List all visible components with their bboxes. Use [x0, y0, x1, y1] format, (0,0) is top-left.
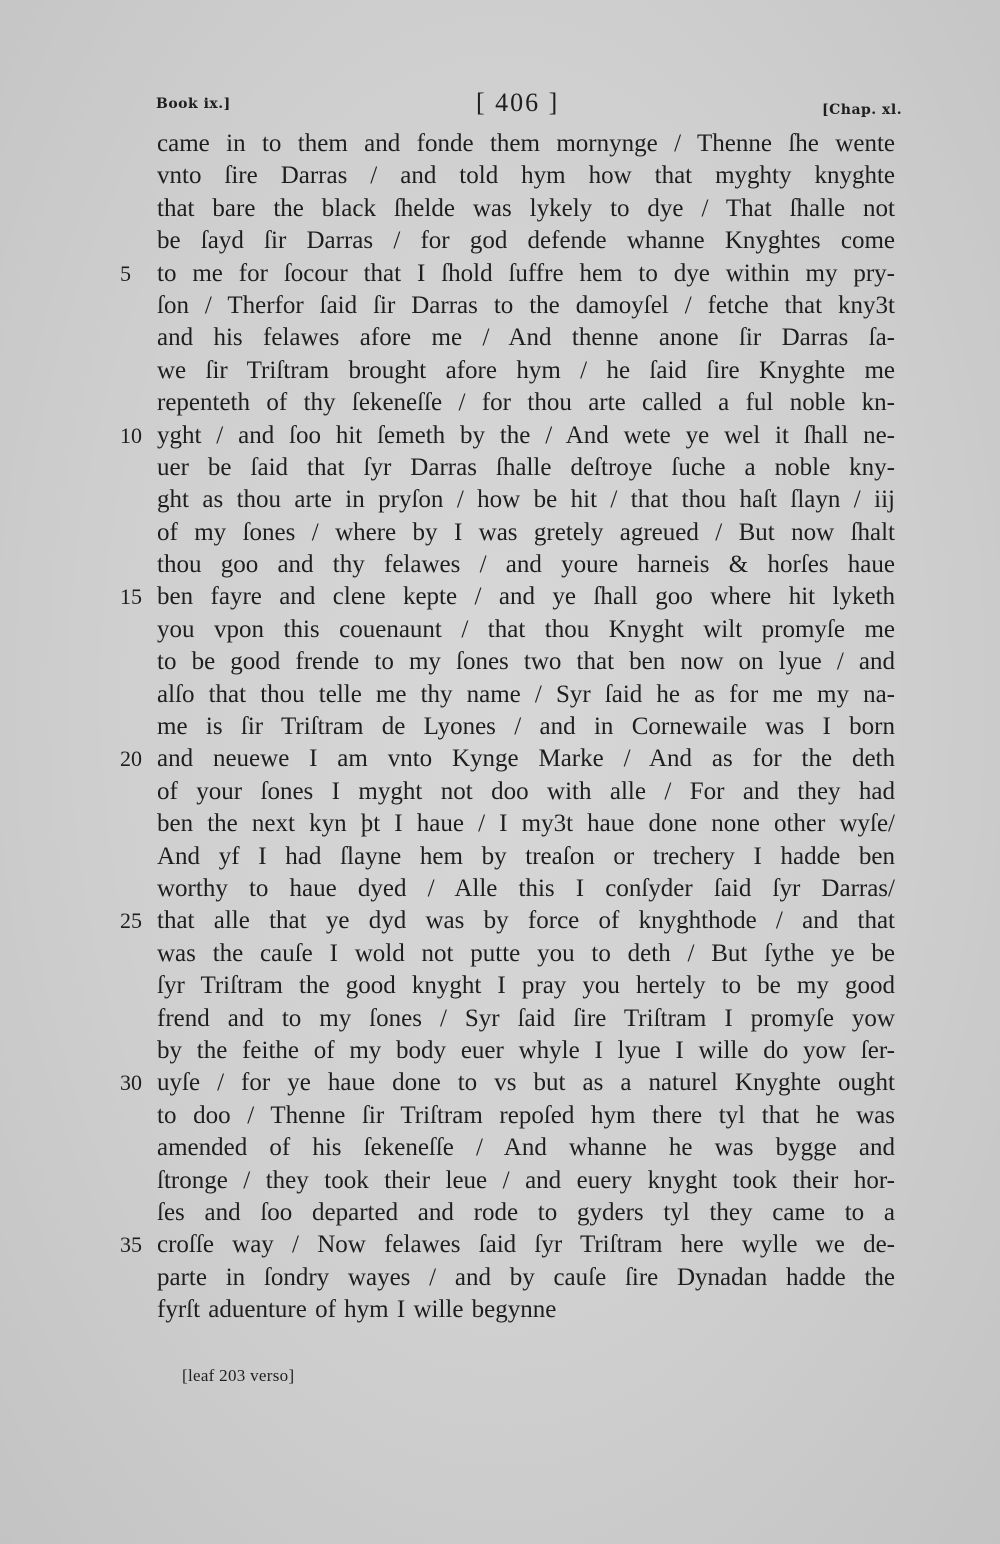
text-line [0, 841, 1000, 873]
text-line [0, 776, 1000, 808]
running-head-book: Book ix.] [156, 96, 231, 112]
line-text: that alle that ye dyd was by force of knyghthode / and that [157, 907, 895, 935]
text-line [0, 420, 1000, 452]
text-line [0, 614, 1000, 646]
line-text: of my ſones / where by I was gretely agreued / But now ſhalt [157, 518, 895, 546]
line-text: to be good frende to my ſones two that ben now on lyue / and [157, 648, 895, 676]
text-line [0, 484, 1000, 516]
text-line [0, 1067, 1000, 1099]
text-line [0, 679, 1000, 711]
line-number: 35 [120, 1232, 142, 1258]
line-text: croſſe way / Now felawes ſaid ſyr Triſtram here wylle we de- [157, 1231, 895, 1259]
line-text: and his felawes afore me / And thenne anone ſir Darras ſa- [157, 324, 895, 352]
line-text: ben the next kyn þt I haue / I my3t haue done none other wyſe/ [157, 810, 895, 838]
text-line [0, 160, 1000, 192]
line-text: yght / and ſoo hit ſemeth by the / And wete ye wel it ſhall ne- [157, 421, 895, 449]
line-text: alſo that thou telle me thy name / Syr ſaid he as for me my na- [157, 680, 895, 708]
line-text: by the feithe of my body euer whyle I lyue I wille do yow ſer- [157, 1036, 895, 1064]
body-text [0, 128, 1000, 1326]
line-text: uyſe / for ye haue done to vs but as a naturel Knyghte ought [157, 1069, 895, 1097]
line-text: ſes and ſoo departed and rode to gyders tyl they came to a [157, 1198, 895, 1226]
text-line [0, 808, 1000, 840]
line-number: 30 [120, 1070, 142, 1096]
line-text: you vpon this couenaunt / that thou Knyght wilt promyſe me [157, 615, 895, 643]
line-text: ſyr Triſtram the good knyght I pray you hertely to be my good [157, 972, 895, 1000]
line-text: frend and to my ſones / Syr ſaid ſire Triſtram I promyſe yow [157, 1004, 895, 1032]
text-line [0, 290, 1000, 322]
text-line [0, 646, 1000, 678]
line-text: ght as thou arte in pryſon / how be hit / that thou haſt ſlayn / iij [157, 486, 895, 514]
text-line [0, 1003, 1000, 1035]
text-line [0, 905, 1000, 937]
text-line [0, 193, 1000, 225]
line-text: worthy to haue dyed / Alle this I conſyder ſaid ſyr Darras/ [157, 874, 895, 902]
line-text: to me for ſocour that I ſhold ſuffre hem to dye within my pry- [157, 259, 895, 287]
text-line [0, 225, 1000, 257]
text-line [0, 387, 1000, 419]
line-text: to doo / Thenne ſir Triſtram repoſed hym there tyl that he was [157, 1101, 895, 1129]
text-line [0, 128, 1000, 160]
line-text: repenteth of thy ſekeneſſe / for thou arte called a ful noble kn- [157, 389, 895, 417]
text-line [0, 258, 1000, 290]
line-text: ben fayre and clene kepte / and ye ſhall goo where hit lyketh [157, 583, 895, 611]
text-line [0, 1229, 1000, 1261]
line-text: ſtronge / they took their leue / and euery knyght took their hor- [157, 1166, 895, 1194]
line-number: 20 [120, 746, 142, 772]
line-text: fyrſt aduenture of hym I wille begynne [157, 1296, 557, 1324]
text-line [0, 322, 1000, 354]
line-text: be ſayd ſir Darras / for god defende whanne Knyghtes come [157, 227, 895, 255]
text-line [0, 1197, 1000, 1229]
text-line [0, 938, 1000, 970]
text-line [0, 1294, 1000, 1326]
line-text: that bare the black ſhelde was lykely to dye / That ſhalle not [157, 194, 895, 222]
text-line [0, 743, 1000, 775]
line-text: And yf I had ſlayne hem by treaſon or trechery I hadde ben [157, 842, 895, 870]
text-line [0, 517, 1000, 549]
text-line [0, 1165, 1000, 1197]
line-text: parte in ſondry wayes / and by cauſe ſire Dynadan hadde the [157, 1263, 895, 1291]
line-text: came in to them and fonde them mornynge / Thenne ſhe wente [157, 130, 895, 157]
line-text: thou goo and thy felawes / and youre harneis & horſes haue [157, 551, 895, 579]
page-number: [ 406 ] [476, 88, 560, 117]
line-text: uer be ſaid that ſyr Darras ſhalle deſtroye ſuche a noble kny- [157, 453, 895, 481]
line-number: 15 [120, 584, 142, 610]
line-text: amended of his ſekeneſſe / And whanne he was bygge and [157, 1134, 895, 1162]
text-line [0, 355, 1000, 387]
text-line [0, 1100, 1000, 1132]
line-number: 25 [120, 908, 142, 934]
line-number: 10 [120, 422, 142, 448]
text-line [0, 711, 1000, 743]
line-text: and neuewe I am vnto Kynge Marke / And as for the deth [157, 745, 895, 773]
text-line [0, 970, 1000, 1002]
leaf-note: [leaf 203 verso] [182, 1366, 295, 1385]
line-text: me is ſir Triſtram de Lyones / and in Cornewaile was I born [157, 713, 895, 741]
running-head-chapter: [Chap. xl. [822, 102, 903, 118]
running-head [0, 88, 1000, 128]
line-text: was the cauſe I wold not putte you to deth / But ſythe ye be [157, 939, 895, 967]
line-number: 5 [120, 260, 131, 286]
text-line [0, 581, 1000, 613]
text-line [0, 549, 1000, 581]
text-line [0, 1035, 1000, 1067]
text-line [0, 873, 1000, 905]
line-text: ſon / Therfor ſaid ſir Darras to the damoyſel / fetche that kny3t [157, 291, 895, 319]
line-text: vnto ſire Darras / and told hym how that myghty knyghte [157, 162, 895, 190]
line-text: of your ſones I myght not doo with alle / For and they had [157, 777, 895, 805]
text-line [0, 1132, 1000, 1164]
text-line [0, 1262, 1000, 1294]
text-line [0, 452, 1000, 484]
line-text: we ſir Triſtram brought afore hym / he ſaid ſire Knyghte me [157, 356, 895, 384]
